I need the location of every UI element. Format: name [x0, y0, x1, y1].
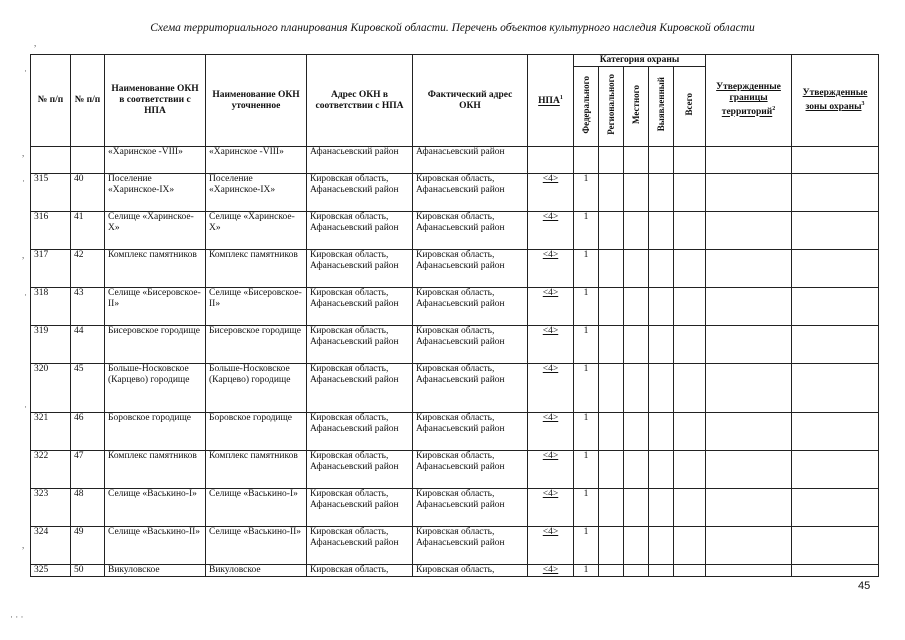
cell-cat-federal: 1	[574, 250, 599, 288]
cell-address-npa: Кировская область,	[307, 565, 413, 577]
cell-cat-identified	[649, 565, 674, 577]
header-zones-label: Утвержденные зоны охраны	[802, 87, 868, 113]
cell-cat-regional	[599, 288, 624, 326]
header-boundaries-footnote: 2	[772, 106, 776, 113]
cell-cat-total	[674, 565, 706, 577]
cell-cat-identified	[649, 212, 674, 250]
cell-npa: <4>	[528, 413, 574, 451]
cell-boundaries	[706, 212, 792, 250]
cell-cat-federal: 1	[574, 489, 599, 527]
cell-name-clarified: Селище «Бисеровское-II»	[206, 288, 307, 326]
page-number: 45	[858, 580, 871, 592]
cell-num-pp-2	[71, 147, 105, 174]
cell-cat-total	[674, 288, 706, 326]
header-cat-total: Всего	[674, 67, 706, 147]
table-row	[31, 565, 879, 577]
cell-boundaries	[706, 451, 792, 489]
cell-boundaries	[706, 174, 792, 212]
header-zones	[792, 55, 879, 147]
cell-name-clarified: Викуловское	[206, 565, 307, 577]
cell-cat-local	[624, 413, 649, 451]
cell-address-npa: Кировская область, Афанасьевский район	[307, 174, 413, 212]
cell-zones	[792, 451, 879, 489]
header-boundaries	[706, 55, 792, 147]
header-boundaries-label: Утвержденные границы территорий	[716, 82, 781, 118]
cell-name-npa: «Харинское -VIII»	[105, 147, 206, 174]
scan-mark: ·	[24, 402, 27, 412]
header-name-npa: Наименование ОКН в соответствии с НПА	[105, 55, 206, 147]
cell-address-npa: Кировская область, Афанасьевский район	[307, 489, 413, 527]
scan-mark: ·	[24, 66, 27, 76]
cell-zones	[792, 565, 879, 577]
cell-cat-local	[624, 451, 649, 489]
cell-address-npa: Кировская область, Афанасьевский район	[307, 250, 413, 288]
cell-npa: <4>	[528, 288, 574, 326]
table-row	[31, 451, 879, 489]
table-row	[31, 413, 879, 451]
cell-name-npa: Бисеровское городище	[105, 326, 206, 364]
cell-cat-regional	[599, 565, 624, 577]
header-zones-footnote: 3	[861, 100, 865, 107]
cell-name-npa: Селище «Васькино-II»	[105, 527, 206, 565]
cell-name-npa: Селище «Бисеровское-II»	[105, 288, 206, 326]
cell-cat-regional	[599, 489, 624, 527]
cell-num-pp	[31, 147, 71, 174]
cell-cat-local	[624, 174, 649, 212]
cell-zones	[792, 527, 879, 565]
cell-npa: <4>	[528, 250, 574, 288]
cell-zones	[792, 364, 879, 413]
cell-zones	[792, 212, 879, 250]
cell-cat-regional	[599, 174, 624, 212]
cell-name-clarified: Боровское городище	[206, 413, 307, 451]
cell-cat-regional	[599, 326, 624, 364]
cell-boundaries	[706, 364, 792, 413]
cell-name-npa: Комплекс памятников	[105, 451, 206, 489]
cell-cat-identified	[649, 451, 674, 489]
cell-num-pp: 315	[31, 174, 71, 212]
cell-num-pp-2: 40	[71, 174, 105, 212]
cell-name-npa: Больше-Носковское (Карцево) городище	[105, 364, 206, 413]
cell-num-pp: 323	[31, 489, 71, 527]
cell-cat-regional	[599, 451, 624, 489]
cell-name-clarified: Поселение «Харинское-IX»	[206, 174, 307, 212]
cell-num-pp: 317	[31, 250, 71, 288]
scan-mark: ,	[22, 148, 25, 158]
cell-zones	[792, 413, 879, 451]
cell-cat-federal	[574, 147, 599, 174]
scan-mark: · · ·	[10, 612, 24, 622]
cell-cat-total	[674, 413, 706, 451]
cell-boundaries	[706, 527, 792, 565]
cell-cat-total	[674, 489, 706, 527]
cell-boundaries	[706, 565, 792, 577]
cell-cat-identified	[649, 489, 674, 527]
cell-num-pp: 316	[31, 212, 71, 250]
cell-cat-federal: 1	[574, 288, 599, 326]
cell-address-actual: Кировская область, Афанасьевский район	[413, 174, 528, 212]
header-num-pp: № п/п	[31, 55, 71, 147]
cell-npa: <4>	[528, 489, 574, 527]
cell-address-npa: Кировская область, Афанасьевский район	[307, 413, 413, 451]
cell-cat-total	[674, 212, 706, 250]
cell-cat-identified	[649, 413, 674, 451]
cell-num-pp-2: 47	[71, 451, 105, 489]
cell-address-actual: Кировская область, Афанасьевский район	[413, 326, 528, 364]
header-cat-local: Местного	[624, 67, 649, 147]
cell-npa: <4>	[528, 364, 574, 413]
cell-name-npa: Селище «Васькино-I»	[105, 489, 206, 527]
cell-name-clarified: Селище «Васькино-II»	[206, 527, 307, 565]
cell-npa: <4>	[528, 174, 574, 212]
cell-cat-federal: 1	[574, 364, 599, 413]
cell-address-actual: Кировская область, Афанасьевский район	[413, 489, 528, 527]
cell-zones	[792, 250, 879, 288]
cell-name-clarified: «Харинское -VIII»	[206, 147, 307, 174]
cell-cat-local	[624, 250, 649, 288]
table-row	[31, 212, 879, 250]
scan-mark: ,	[22, 540, 25, 550]
cell-cat-regional	[599, 147, 624, 174]
cell-num-pp-2: 50	[71, 565, 105, 577]
header-address-npa: Адрес ОКН в соответствии с НПА	[307, 55, 413, 147]
cell-address-actual: Кировская область, Афанасьевский район	[413, 413, 528, 451]
cell-cat-regional	[599, 413, 624, 451]
cell-name-clarified: Селище «Харинское-X»	[206, 212, 307, 250]
cell-num-pp: 325	[31, 565, 71, 577]
cell-zones	[792, 147, 879, 174]
table-row	[31, 364, 879, 413]
cell-name-clarified: Селище «Васькино-I»	[206, 489, 307, 527]
scan-mark: ·	[24, 290, 27, 300]
cell-address-actual: Кировская область,	[413, 565, 528, 577]
cell-cat-identified	[649, 364, 674, 413]
cell-address-actual: Кировская область, Афанасьевский район	[413, 451, 528, 489]
cell-cat-regional	[599, 527, 624, 565]
cell-num-pp-2: 44	[71, 326, 105, 364]
cell-num-pp: 318	[31, 288, 71, 326]
header-address-actual: Фактический адрес ОКН	[413, 55, 528, 147]
cell-address-npa: Кировская область, Афанасьевский район	[307, 288, 413, 326]
header-cat-identified: Выявленный	[649, 67, 674, 147]
cell-address-actual: Кировская область, Афанасьевский район	[413, 527, 528, 565]
table-row	[31, 174, 879, 212]
table-row	[31, 288, 879, 326]
cell-num-pp-2: 49	[71, 527, 105, 565]
cell-boundaries	[706, 489, 792, 527]
cell-cat-identified	[649, 527, 674, 565]
cell-num-pp-2: 43	[71, 288, 105, 326]
cell-boundaries	[706, 288, 792, 326]
cell-npa: <4>	[528, 527, 574, 565]
cell-address-actual: Кировская область, Афанасьевский район	[413, 364, 528, 413]
cell-name-clarified: Больше-Носковское (Карцево) городище	[206, 364, 307, 413]
cell-cat-federal: 1	[574, 174, 599, 212]
cell-cat-total	[674, 250, 706, 288]
cell-zones	[792, 288, 879, 326]
cell-address-actual: Кировская область, Афанасьевский район	[413, 212, 528, 250]
cell-cat-regional	[599, 250, 624, 288]
cell-cat-total	[674, 174, 706, 212]
cell-cat-local	[624, 565, 649, 577]
cell-cat-identified	[649, 288, 674, 326]
cell-num-pp: 319	[31, 326, 71, 364]
table-body	[31, 147, 879, 577]
header-category: Категория охраны	[574, 55, 706, 67]
cell-name-clarified: Комплекс памятников	[206, 250, 307, 288]
cell-npa: <4>	[528, 451, 574, 489]
cell-num-pp-2: 48	[71, 489, 105, 527]
cell-address-actual: Афанасьевский район	[413, 147, 528, 174]
header-num-pp-2: № п/п	[71, 55, 105, 147]
table-row	[31, 489, 879, 527]
cell-num-pp-2: 46	[71, 413, 105, 451]
cell-npa: <4>	[528, 565, 574, 577]
table-row	[31, 527, 879, 565]
cell-address-npa: Кировская область, Афанасьевский район	[307, 451, 413, 489]
cell-name-npa: Боровское городище	[105, 413, 206, 451]
table-row	[31, 250, 879, 288]
cell-cat-total	[674, 451, 706, 489]
cell-cat-regional	[599, 212, 624, 250]
table-header	[31, 55, 879, 147]
cell-address-actual: Кировская область, Афанасьевский район	[413, 250, 528, 288]
cell-npa: <4>	[528, 326, 574, 364]
cell-cat-regional	[599, 364, 624, 413]
cell-num-pp-2: 42	[71, 250, 105, 288]
cell-num-pp: 322	[31, 451, 71, 489]
cell-name-clarified: Бисеровское городище	[206, 326, 307, 364]
cell-cat-local	[624, 364, 649, 413]
cell-address-npa: Кировская область, Афанасьевский район	[307, 527, 413, 565]
cell-cat-federal: 1	[574, 451, 599, 489]
cell-num-pp-2: 45	[71, 364, 105, 413]
cell-npa	[528, 147, 574, 174]
cell-cat-identified	[649, 326, 674, 364]
cell-name-npa: Селище «Харинское-X»	[105, 212, 206, 250]
cell-cat-local	[624, 288, 649, 326]
header-name-clarified: Наименование ОКН уточненное	[206, 55, 307, 147]
cell-zones	[792, 326, 879, 364]
cell-name-npa: Комплекс памятников	[105, 250, 206, 288]
cell-cat-federal: 1	[574, 527, 599, 565]
header-cat-federal: Федерального	[574, 67, 599, 147]
cell-cat-federal: 1	[574, 212, 599, 250]
cell-zones	[792, 174, 879, 212]
scan-mark: ·	[22, 176, 25, 186]
cell-cat-total	[674, 326, 706, 364]
cell-zones	[792, 489, 879, 527]
cell-boundaries	[706, 326, 792, 364]
cell-boundaries	[706, 250, 792, 288]
cell-cat-total	[674, 527, 706, 565]
cell-cat-total	[674, 364, 706, 413]
cell-address-actual: Кировская область, Афанасьевский район	[413, 288, 528, 326]
cell-cat-local	[624, 527, 649, 565]
cell-boundaries	[706, 413, 792, 451]
header-npa-footnote: 1	[559, 95, 563, 102]
cell-cat-total	[674, 147, 706, 174]
cell-cat-local	[624, 212, 649, 250]
cell-cat-identified	[649, 174, 674, 212]
cell-address-npa: Кировская область, Афанасьевский район	[307, 326, 413, 364]
header-npa-label: НПА	[538, 96, 560, 107]
cell-cat-identified	[649, 250, 674, 288]
cell-num-pp: 321	[31, 413, 71, 451]
cell-name-npa: Поселение «Харинское-IX»	[105, 174, 206, 212]
table-row	[31, 147, 879, 174]
cell-cat-federal: 1	[574, 326, 599, 364]
cell-num-pp-2: 41	[71, 212, 105, 250]
table-row	[31, 326, 879, 364]
cell-cat-local	[624, 326, 649, 364]
scan-mark: ,	[34, 38, 37, 48]
cell-cat-local	[624, 147, 649, 174]
cell-cat-federal: 1	[574, 413, 599, 451]
cell-npa: <4>	[528, 212, 574, 250]
cell-name-npa: Викуловское	[105, 565, 206, 577]
cell-num-pp: 324	[31, 527, 71, 565]
cell-cat-local	[624, 489, 649, 527]
header-cat-regional: Регионального	[599, 67, 624, 147]
cell-num-pp: 320	[31, 364, 71, 413]
heritage-objects-table	[30, 54, 879, 577]
cell-address-npa: Афанасьевский район	[307, 147, 413, 174]
cell-cat-federal: 1	[574, 565, 599, 577]
scan-mark: ,	[22, 250, 25, 260]
document-title: Схема территориального планирования Кировской области. Перечень объектов культурного наследия Кировской области	[150, 22, 755, 34]
cell-address-npa: Кировская область, Афанасьевский район	[307, 212, 413, 250]
cell-boundaries	[706, 147, 792, 174]
cell-cat-identified	[649, 147, 674, 174]
cell-name-clarified: Комплекс памятников	[206, 451, 307, 489]
header-npa	[528, 55, 574, 147]
cell-address-npa: Кировская область, Афанасьевский район	[307, 364, 413, 413]
